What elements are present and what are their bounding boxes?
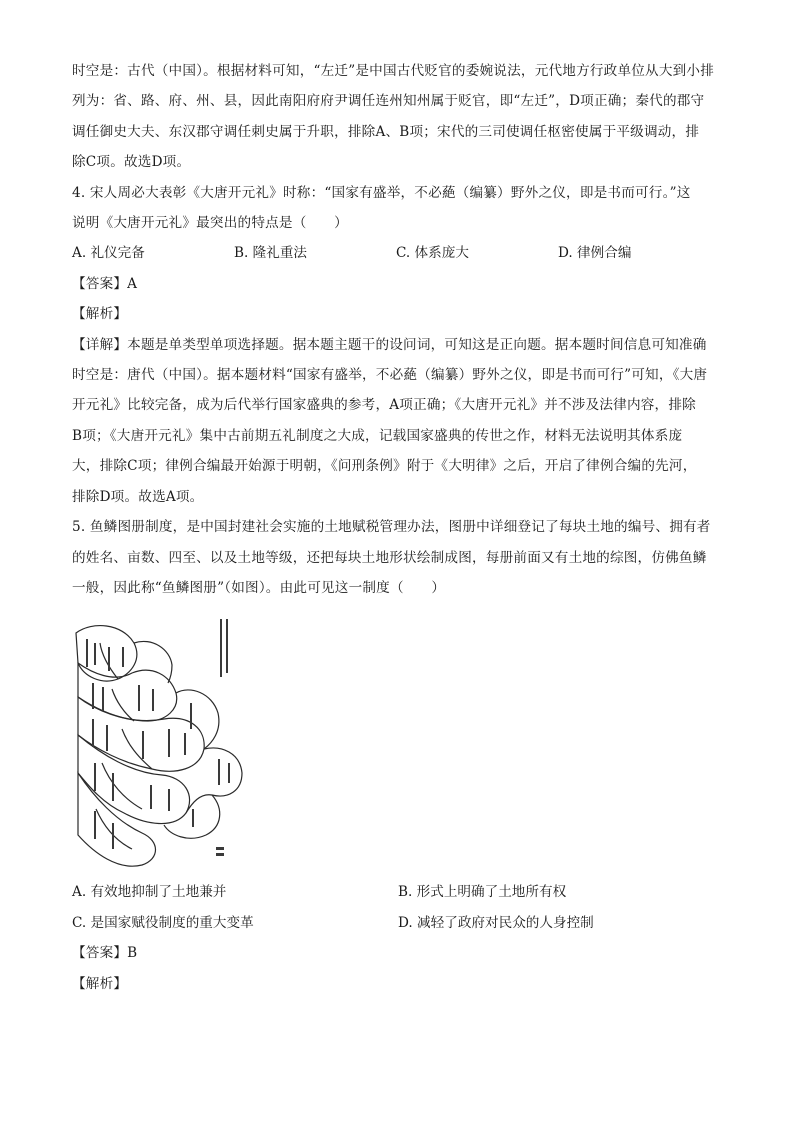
text-line: 除C项。故选D项。 (72, 154, 191, 171)
q3-analysis-tail (72, 56, 727, 178)
option-a: A. 有效地抑制了土地兼并 (72, 884, 227, 901)
question-5 (72, 512, 727, 999)
question-stem-line: 5. 鱼鳞图册制度，是中国封建社会实施的土地赋税管理办法，图册中详细登记了每块土地的编号、拥有者 (72, 519, 711, 536)
option-c: C. 是国家赋役制度的重大变革 (72, 914, 254, 931)
options-row (72, 238, 727, 268)
text-line: 调任御史大夫、东汉郡守调任刺史属于升职，排除A、B项；宋代的三司使调任枢密使属于平级调动，排 (72, 123, 700, 140)
question-4 (72, 178, 727, 512)
option-a: A. 礼仪完备 (72, 245, 145, 262)
answer-label: 【答案】B (72, 945, 138, 962)
question-stem-line: 4. 宋人周必大表彰《大唐开元礼》时称：“国家有盛举，不必蕝（编纂）野外之仪，即是书而可行。”这 (72, 184, 691, 201)
answer-label: 【答案】A (72, 275, 138, 292)
option-c: C. 体系庞大 (396, 245, 469, 262)
options-row (72, 877, 727, 907)
question-stem-line: 的姓名、亩数、四至、以及土地等级，还把每块土地形状绘制成图，每册前面又有土地的综图，仿佛鱼鳞 (72, 549, 707, 566)
text-line: 时空是：古代（中国）。根据材料可知，“左迁”是中国古代贬官的委婉说法，元代地方行政单位从大到小排 (72, 63, 715, 79)
fish-scale-map-image (72, 613, 244, 873)
option-d: D. 律例合编 (558, 245, 632, 262)
question-stem-line: 说明《大唐开元礼》最突出的特点是（ ） (72, 215, 348, 232)
analysis-label: 【解析】 (72, 306, 128, 323)
detail-line: 时空是：唐代（中国）。据本题材料“国家有盛举，不必蕝（编纂）野外之仪，即是书而可行”可知，《大唐 (72, 367, 708, 384)
detail-line: B项；《大唐开元礼》集中古前期五礼制度之大成，记载国家盛典的传世之作，材料无法说明其体系庞 (72, 427, 683, 444)
question-stem-line: 一般，因此称“鱼鳞图册”（如图）。由此可见这一制度（ ） (72, 579, 446, 596)
fish-scale-map-figure (72, 613, 244, 873)
detail-line: 排除D项。故选A项。 (72, 488, 204, 505)
option-b: B. 隆礼重法 (234, 245, 308, 262)
analysis-label: 【解析】 (72, 975, 128, 992)
detail-line: 大，排除C项；律例合编最开始源于明朝，《问刑条例》附于《大明律》之后，开启了律例合编的先河， (72, 458, 697, 475)
option-d: D. 减轻了政府对民众的人身控制 (398, 914, 594, 931)
options-row (72, 908, 727, 938)
detail-line: 【详解】本题是单类型单项选择题。据本题主题干的设问词，可知这是正向题。据本题时间信息可知准确 (72, 336, 707, 353)
document-page (72, 56, 727, 999)
text-line: 列为：省、路、府、州、县，因此南阳府府尹调任连州知州属于贬官，即“左迁”，D项正确；秦代的郡守 (72, 93, 705, 110)
option-b: B. 形式上明确了土地所有权 (398, 884, 567, 901)
detail-line: 开元礼》比较完备，成为后代举行国家盛典的参考，A项正确；《大唐开元礼》并不涉及法律内容，排除 (72, 397, 696, 414)
